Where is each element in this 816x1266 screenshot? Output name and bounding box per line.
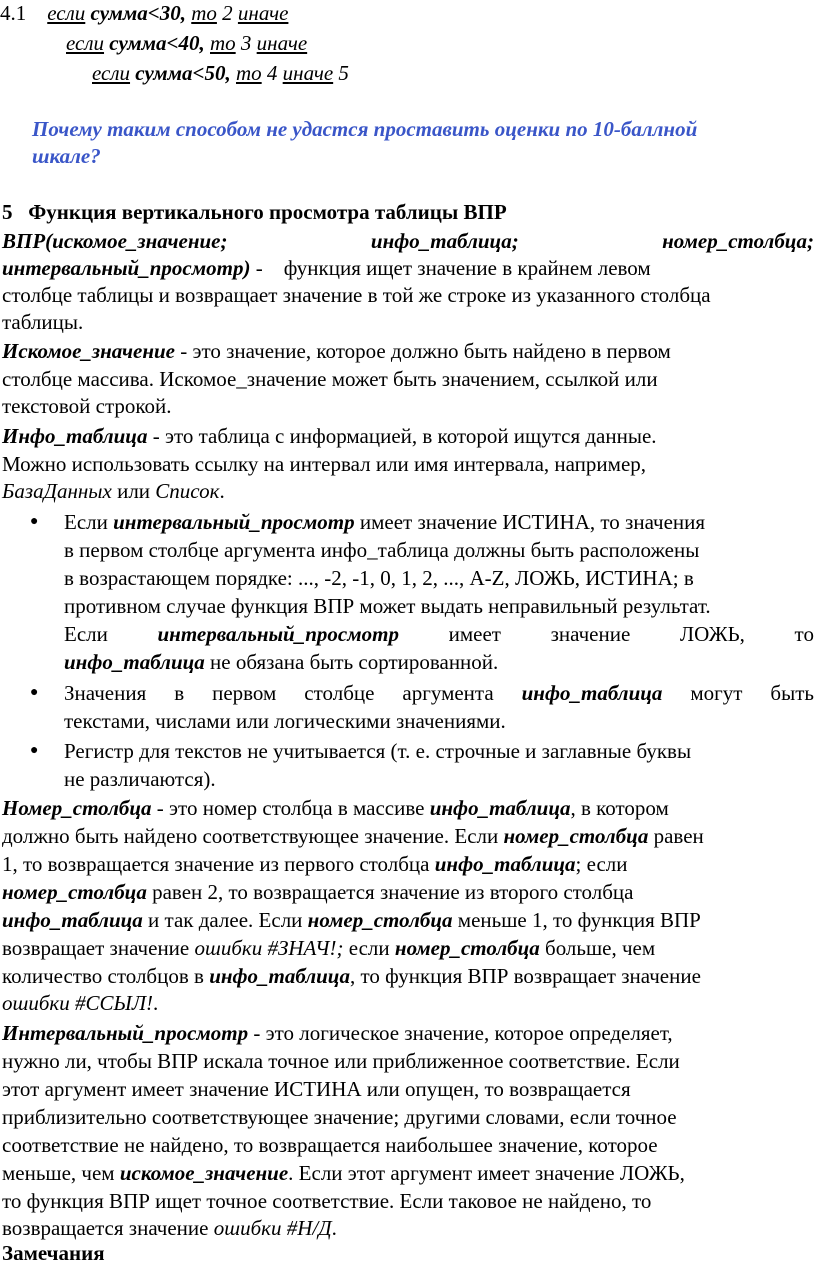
syntax-arg: инфо_таблица; <box>370 229 519 253</box>
arg3-line-2 <box>2 823 704 849</box>
syntax-arg: интервальный_просмотр) <box>2 256 251 280</box>
bullet1-line-4: противном случае функция ВПР может выдать неправильный результат. <box>64 594 711 618</box>
error-value: ошибки #Н/Д <box>213 1216 332 1240</box>
formula-line-1 <box>0 0 288 26</box>
text: возвращается значение <box>2 1216 214 1240</box>
condition: сумма<30, <box>90 1 186 25</box>
term: инфо_таблица <box>209 964 350 988</box>
term: Инфо_таблица <box>2 424 148 448</box>
description: - это таблица с информацией, в которой ищутся данные. <box>147 424 657 448</box>
text: или <box>111 479 156 503</box>
text: . <box>153 991 159 1015</box>
text: меньше, чем <box>2 1161 120 1185</box>
arg2-line-2: Можно использовать ссылку на интервал или имя интервала, например, <box>2 452 647 476</box>
arg4-line-6 <box>2 1160 685 1186</box>
term: номер_столбца <box>307 908 453 932</box>
bullet2-line-1 <box>64 680 814 706</box>
syntax-arg: номер_столбца; <box>662 229 814 253</box>
text: могут <box>690 681 743 705</box>
text: возвращает значение <box>2 936 195 960</box>
kw-if: если <box>92 61 131 85</box>
kw-else: иначе <box>237 1 289 25</box>
bullet3-line-2: не различаются). <box>64 767 216 791</box>
text: Если <box>64 622 108 646</box>
term: номер_столбца <box>503 824 649 848</box>
error-value: ошибки #ЗНАЧ!; <box>194 936 344 960</box>
kw-if: если <box>47 1 86 25</box>
text: , то функция ВПР возвращает значение <box>349 964 701 988</box>
text: то <box>794 622 814 646</box>
arg3-line-8 <box>2 990 158 1016</box>
text: , в котором <box>570 796 669 820</box>
arg4-line-4: приблизительно соответствующее значение; другими словами, если точное <box>2 1105 677 1129</box>
text: значение <box>550 622 631 646</box>
bullet1-line-6 <box>64 649 498 675</box>
arg4-line-5: соответствие не найдено, то возвращается наибольшее значение, которое <box>2 1133 658 1157</box>
text: меньше 1, то функция ВПР <box>452 908 701 932</box>
bullet3-line-1: Регистр для текстов не учитывается (т. е. строчные и заглавные буквы <box>64 739 692 763</box>
arg2-line-1 <box>2 423 657 449</box>
arg3-line-6 <box>2 935 655 961</box>
value: 2 <box>222 1 233 25</box>
text: имеет значение ИСТИНА, то значения <box>354 510 706 534</box>
value: 5 <box>338 61 349 85</box>
text: Если <box>64 510 114 534</box>
arg4-line-7: то функция ВПР ищет точное соответствие. Если таковое не найдено, то <box>2 1189 652 1213</box>
text: не обязана быть сортированной. <box>204 650 499 674</box>
kw-then: то <box>191 1 217 25</box>
arg3-line-5 <box>2 907 701 933</box>
kw-then: то <box>210 31 236 55</box>
formula-number: 4.1 <box>0 1 27 25</box>
condition: сумма<50, <box>135 61 231 85</box>
text: - это номер столбца в массиве <box>151 796 430 820</box>
arg1-line-3: текстовой строкой. <box>2 394 172 418</box>
text: Значения <box>64 681 147 705</box>
bullet2-line-2: текстами, числами или логическими значениями. <box>64 709 506 733</box>
text: если <box>343 936 395 960</box>
text: равен <box>648 824 704 848</box>
formula-line-3 <box>92 60 349 86</box>
syntax-line-3: столбце таблицы и возвращает значение в той же строке из указанного столбца <box>2 283 711 307</box>
term: Искомое_значение <box>2 339 175 363</box>
syntax-line-2 <box>2 255 651 281</box>
description: - это значение, которое должно быть найдено в первом <box>174 339 671 363</box>
arg4-line-8 <box>2 1215 337 1241</box>
bullet-icon: ● <box>30 743 39 758</box>
text: столбце <box>304 681 375 705</box>
term: интервальный_просмотр <box>157 622 399 646</box>
arg3-line-7 <box>2 963 701 989</box>
term: интервальный_просмотр <box>113 510 355 534</box>
text: и так далее. Если <box>142 908 308 932</box>
question-line-2: шкале? <box>32 144 101 168</box>
arg3-line-4 <box>2 879 634 905</box>
arg2-line-3 <box>2 478 225 504</box>
arg4-line-3: этот аргумент имеет значение ИСТИНА или опущен, то возвращается <box>2 1077 631 1101</box>
term: номер_столбца <box>2 880 147 904</box>
term: Номер_столбца <box>2 796 152 820</box>
text: ; если <box>575 852 628 876</box>
term: Интервальный_просмотр <box>2 1021 249 1045</box>
bullet1-line-3: в возрастающем порядке: ..., -2, -1, 0, 1, 2, ..., A-Z, ЛОЖЬ, ИСТИНА; в <box>64 566 694 590</box>
text: быть <box>770 681 814 705</box>
bullet1-line-2: в первом столбце аргумента инфо_таблица должны быть расположены <box>64 538 700 562</box>
error-value: ошибки #ССЫЛ! <box>2 991 154 1015</box>
text: . <box>219 479 225 503</box>
text: в <box>174 681 185 705</box>
kw-then: то <box>236 61 262 85</box>
example: БазаДанных <box>2 479 112 503</box>
term: инфо_таблица <box>64 650 205 674</box>
text: ЛОЖЬ, <box>679 622 745 646</box>
question-line-1: Почему таким способом не удастся проставить оценки по 10-баллной <box>32 117 698 141</box>
condition: сумма<40, <box>109 31 205 55</box>
section-heading <box>2 199 507 225</box>
example: Список <box>155 479 220 503</box>
text: больше, чем <box>539 936 656 960</box>
notes-heading: Замечания <box>2 1241 105 1265</box>
text: 1, то возвращается значение из первого столбца <box>2 852 435 876</box>
term: номер_столбца <box>394 936 540 960</box>
arg4-line-1 <box>2 1020 673 1046</box>
text: равен 2, то возвращается значение из второго столбца <box>146 880 634 904</box>
description: - это логическое значение, которое определяет, <box>248 1021 673 1045</box>
syntax-line-1 <box>2 228 814 254</box>
section-number: 5 <box>2 200 13 224</box>
text: первом <box>212 681 277 705</box>
bullet-icon: ● <box>30 514 39 529</box>
arg3-line-3 <box>2 851 628 877</box>
dash: - <box>250 256 263 280</box>
bullet1-line-1 <box>64 509 705 535</box>
syntax-arg: ВПР(искомое_значение; <box>2 229 228 253</box>
text: имеет <box>448 622 501 646</box>
term: инфо_таблица <box>2 908 143 932</box>
term: инфо_таблица <box>429 796 571 820</box>
text: должно быть найдено соответствующее значение. Если <box>2 824 504 848</box>
bullet1-line-5 <box>64 621 814 647</box>
formula-line-2 <box>66 30 307 56</box>
arg1-line-2: столбце массива. Искомое_значение может быть значением, ссылкой или <box>2 367 658 391</box>
arg4-line-2: нужно ли, чтобы ВПР искала точное или приближенное соответствие. Если <box>2 1049 680 1073</box>
text: аргумента <box>402 681 494 705</box>
value: 3 <box>240 31 252 55</box>
term: инфо_таблица <box>521 681 663 705</box>
syntax-line-4: таблицы. <box>2 310 84 334</box>
value: 4 <box>266 61 278 85</box>
section-title: Функция вертикального просмотра таблицы ВПР <box>28 200 507 224</box>
arg1-line-1 <box>2 338 671 364</box>
text: . <box>331 1216 337 1240</box>
term: искомое_значение <box>119 1161 289 1185</box>
text: количество столбцов в <box>2 964 210 988</box>
kw-else: иначе <box>256 31 308 55</box>
arg3-line-1 <box>2 795 669 821</box>
kw-else: иначе <box>282 61 334 85</box>
description: функция ищет значение в крайнем левом <box>283 256 651 280</box>
kw-if: если <box>66 31 105 55</box>
bullet-icon: ● <box>30 685 39 700</box>
term: инфо_таблица <box>434 852 576 876</box>
text: . Если этот аргумент имеет значение ЛОЖЬ, <box>288 1161 685 1185</box>
